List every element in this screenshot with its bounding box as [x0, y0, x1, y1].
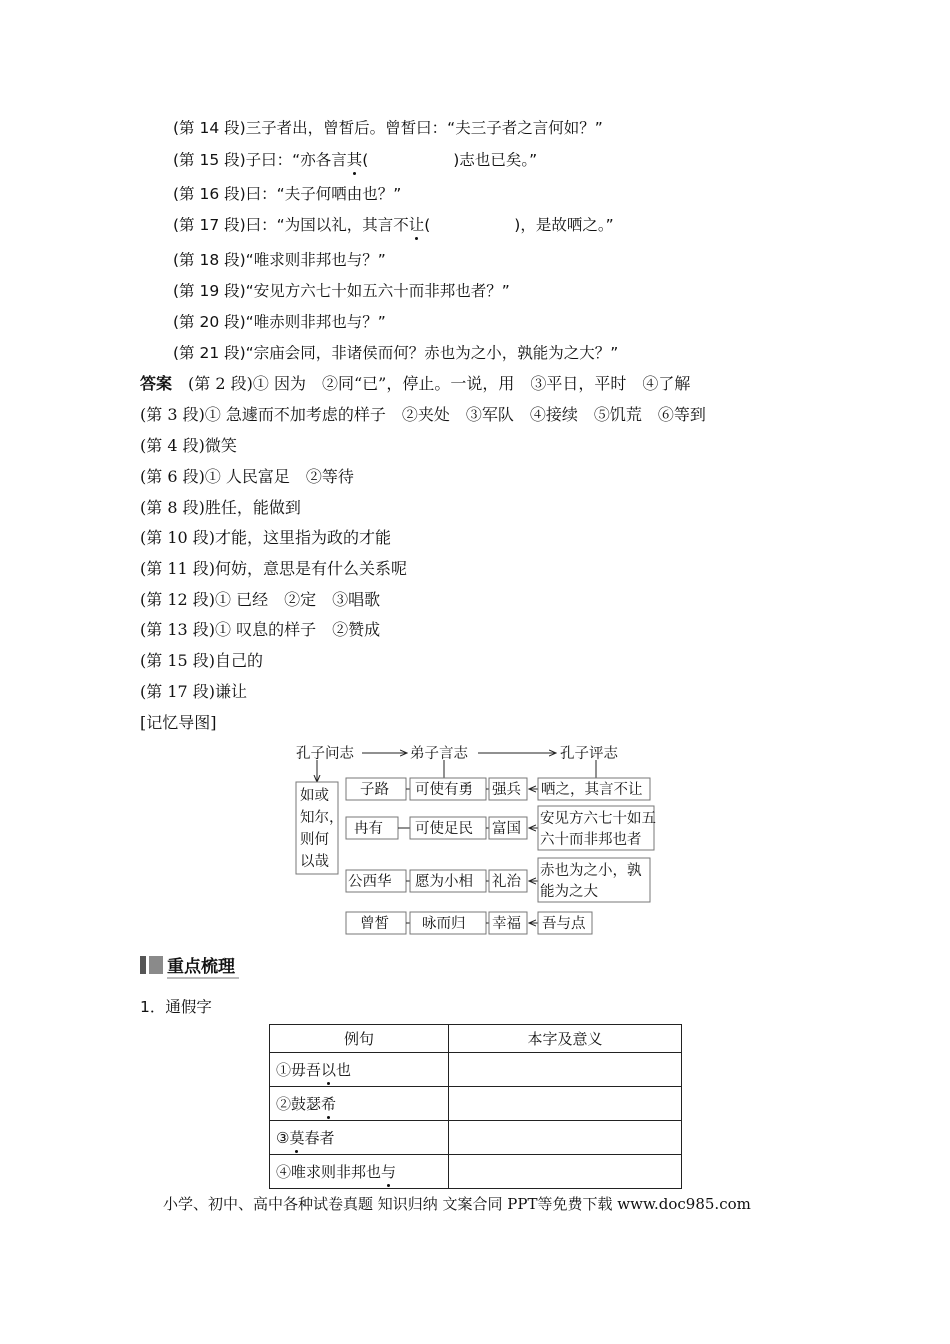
dotted-char: 以: [321, 1061, 337, 1079]
table-cell: ②鼓瑟希: [270, 1087, 449, 1121]
table-cell: ③莫春者: [270, 1121, 449, 1155]
answer-label: 答案: [140, 374, 173, 393]
mm-r2-c4b: 六十而非邦也者: [540, 832, 642, 848]
table-cell-empty: [449, 1155, 682, 1189]
question-line-20: (第 20 段)“唯赤则非邦也与？”: [173, 313, 386, 331]
question-line-17: (第 17 段)曰：“为国以礼，其言不让( )，是故哂之。”: [173, 213, 614, 235]
question-line-15: (第 15 段)子曰：“亦各言其( )志也已矣。”: [173, 148, 537, 170]
section-bar-icon-2: [149, 956, 163, 974]
table-row: [270, 1053, 682, 1087]
table-cell: ①毋吾以也: [270, 1053, 449, 1087]
mm-r1-c3: 强兵: [492, 782, 521, 798]
mm-r1-c4: 哂之，其言不让: [541, 782, 643, 798]
question-line-14: (第 14 段)三子者出，曾皙后。曾皙曰：“夫三子者之言何如？”: [173, 119, 603, 137]
question-line-19: (第 19 段)“安见方六七十如五六十而非邦也者？”: [173, 282, 510, 300]
answer-line-2: 答案 (第 2 段)① 因为 ②同“已”，停止。一说，用 ③平日，平时 ④了解: [140, 374, 691, 393]
table-header-row: [270, 1025, 682, 1053]
mm-r4-c4: 吾与点: [542, 916, 586, 932]
mm-r2-c1: 冉有: [354, 821, 383, 837]
section-header: [140, 953, 239, 977]
mm-left-2: 知尔，: [300, 810, 344, 826]
answer-line-6: (第 6 段)① 人民富足 ②等待: [140, 467, 354, 486]
answer-line-3: (第 3 段)① 急遽而不加考虑的样子 ②夹处 ③军队 ④接续 ⑤饥荒 ⑥等到: [140, 405, 706, 424]
subsection-title: 1．通假字: [140, 998, 212, 1016]
mm-left-4: 以哉: [300, 854, 329, 870]
section-bar-icon: [140, 956, 146, 974]
table-header: 本字及意义: [449, 1025, 682, 1053]
answer-line-4: (第 4 段)微笑: [140, 436, 237, 455]
mm-r2-c3: 富国: [492, 821, 521, 837]
dotted-char: 让: [409, 213, 425, 235]
answer-line-10: (第 10 段)才能，这里指为政的才能: [140, 528, 392, 547]
dotted-char: 与: [381, 1163, 397, 1181]
dotted-char: 莫: [289, 1129, 305, 1147]
mm-r3-c1: 公西华: [348, 874, 392, 890]
table-row: [270, 1121, 682, 1155]
mm-r4-c2: 咏而归: [422, 916, 466, 932]
table-header: 例句: [270, 1025, 449, 1053]
mm-top-3: 孔子评志: [560, 746, 618, 762]
page-footer: 小学、初中、高中各种试卷真题 知识归纳 文案合同 PPT等免费下载 www.doc985.com: [163, 1195, 751, 1213]
mm-left-3: 则何: [300, 832, 329, 848]
table-cell-empty: [449, 1053, 682, 1087]
answer-line-12: (第 12 段)① 已经 ②定 ③唱歌: [140, 590, 381, 609]
mm-r1-c2: 可使有勇: [415, 782, 473, 798]
dotted-char: 希: [321, 1095, 337, 1113]
mm-r2-c2: 可使足民: [415, 821, 473, 837]
table-row: [270, 1087, 682, 1121]
mm-r3-c4b: 能为之大: [540, 884, 598, 900]
mm-r1-c1: 子路: [360, 782, 389, 798]
table-cell: ④唯求则非邦也与: [270, 1155, 449, 1189]
table-cell-empty: [449, 1121, 682, 1155]
answer-line-8: (第 8 段)胜任，能做到: [140, 498, 301, 517]
tongjiazi-table: [269, 1024, 682, 1189]
section-title: 重点梳理: [167, 952, 239, 979]
answer-line-17: (第 17 段)谦让: [140, 682, 248, 701]
answer-line-13: (第 13 段)① 叹息的样子 ②赞成: [140, 620, 381, 639]
answer-line-15: (第 15 段)自己的: [140, 651, 264, 670]
mm-left-1: 如或: [300, 788, 329, 804]
answer-line-11: (第 11 段)何妨，意思是有什么关系呢: [140, 559, 408, 578]
table-cell-empty: [449, 1087, 682, 1121]
question-line-21: (第 21 段)“宗庙会同，非诸侯而何？赤也为之小，孰能为之大？”: [173, 344, 619, 362]
memory-mind-map: [290, 736, 670, 940]
table-row: [270, 1155, 682, 1189]
mm-r4-c1: 曾皙: [360, 916, 389, 932]
question-line-18: (第 18 段)“唯求则非邦也与？”: [173, 251, 386, 269]
mm-r2-c4a: 安见方六七十如五: [540, 811, 656, 827]
mm-r3-c4a: 赤也为之小，孰: [540, 863, 642, 879]
mm-r3-c2: 愿为小相: [415, 874, 473, 890]
mm-top-2: 弟子言志: [410, 746, 468, 762]
mm-r3-c3: 礼治: [492, 874, 521, 890]
memory-map-title: [记忆导图]: [140, 713, 217, 732]
mm-top-1: 孔子问志: [296, 746, 354, 762]
question-line-16: (第 16 段)曰：“夫子何哂由也？”: [173, 185, 402, 203]
mm-r4-c3: 幸福: [492, 916, 521, 932]
dotted-char: 其: [347, 148, 363, 170]
